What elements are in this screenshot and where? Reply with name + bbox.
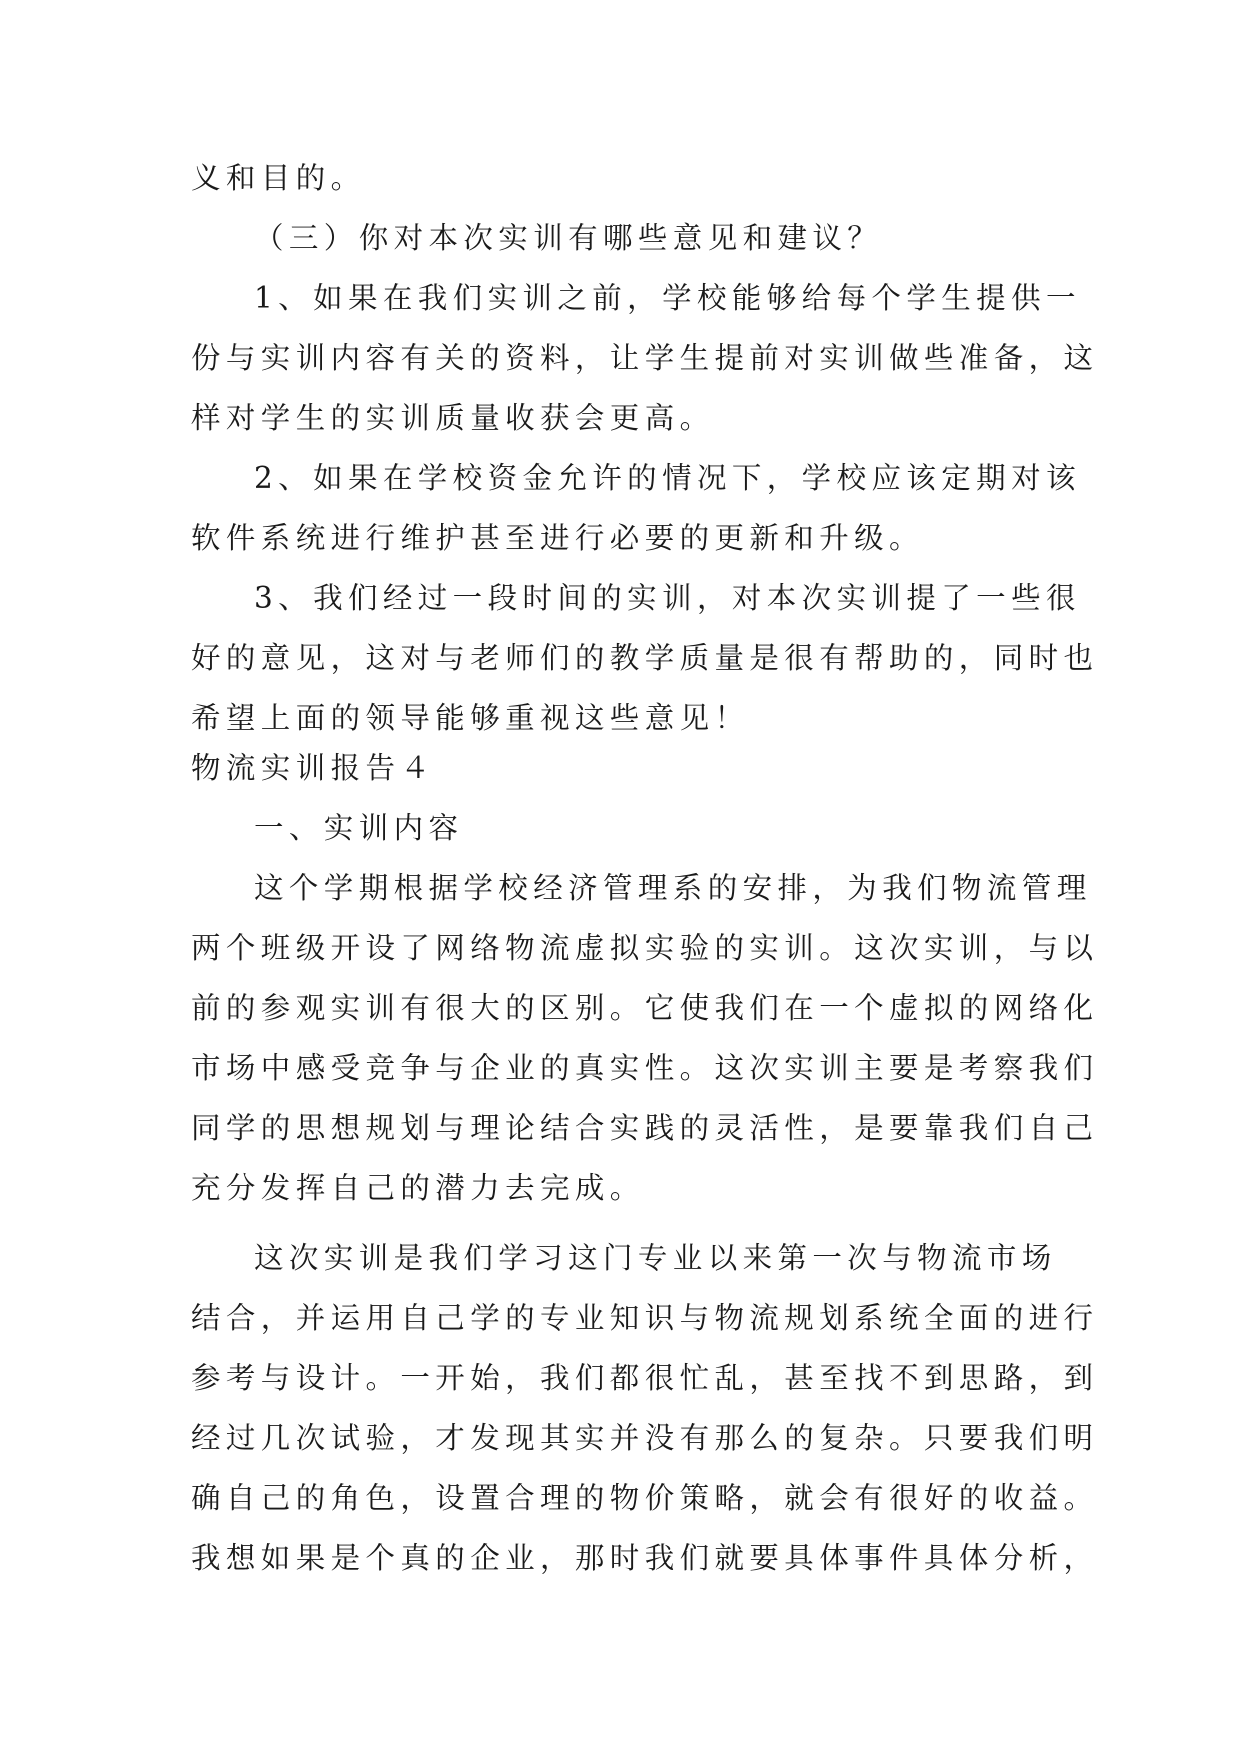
text-line: 两个班级开设了网络物流虚拟实验的实训。这次实训，与以 (191, 931, 1099, 965)
text-line: 结合，并运用自己学的专业知识与物流规划系统全面的进行 (191, 1301, 1099, 1335)
text-line: 确自己的角色，设置合理的物价策略，就会有很好的收益。 (191, 1481, 1099, 1515)
text-line: 这个学期根据学校经济管理系的安排，为我们物流管理 (254, 871, 1092, 905)
section-heading: （三）你对本次实训有哪些意见和建议？ (254, 221, 883, 255)
text-line: 义和目的。 (191, 161, 366, 195)
text-line: 希望上面的领导能够重视这些意见！ (191, 701, 750, 735)
text-line: 这次实训是我们学习这门专业以来第一次与物流市场 (254, 1241, 1057, 1275)
text-line: 2、如果在学校资金允许的情况下，学校应该定期对该 (254, 461, 1081, 495)
text-line: 充分发挥自己的潜力去完成。 (191, 1171, 645, 1205)
text-line: 1、如果在我们实训之前，学校能够给每个学生提供一 (254, 281, 1081, 315)
text-line: 软件系统进行维护甚至进行必要的更新和升级。 (191, 521, 924, 555)
text-line: 样对学生的实训质量收获会更高。 (191, 401, 715, 435)
text-line: 我想如果是个真的企业，那时我们就要具体事件具体分析， (191, 1541, 1099, 1575)
text-line: 前的参观实训有很大的区别。它使我们在一个虚拟的网络化 (191, 991, 1099, 1025)
report-title: 物流实训报告４ (191, 751, 436, 785)
text-line: 参考与设计。一开始，我们都很忙乱，甚至找不到思路，到 (191, 1361, 1099, 1395)
text-line: 好的意见，这对与老师们的教学质量是很有帮助的，同时也 (191, 641, 1099, 675)
text-line: 经过几次试验，才发现其实并没有那么的复杂。只要我们明 (191, 1421, 1099, 1455)
text-line: 同学的思想规划与理论结合实践的灵活性，是要靠我们自己 (191, 1111, 1099, 1145)
text-line: 份与实训内容有关的资料，让学生提前对实训做些准备，这 (191, 341, 1099, 375)
text-line: 市场中感受竞争与企业的真实性。这次实训主要是考察我们 (191, 1051, 1099, 1085)
text-line: 3、我们经过一段时间的实训，对本次实训提了一些很 (254, 581, 1081, 615)
section-heading: 一、实训内容 (254, 811, 464, 845)
